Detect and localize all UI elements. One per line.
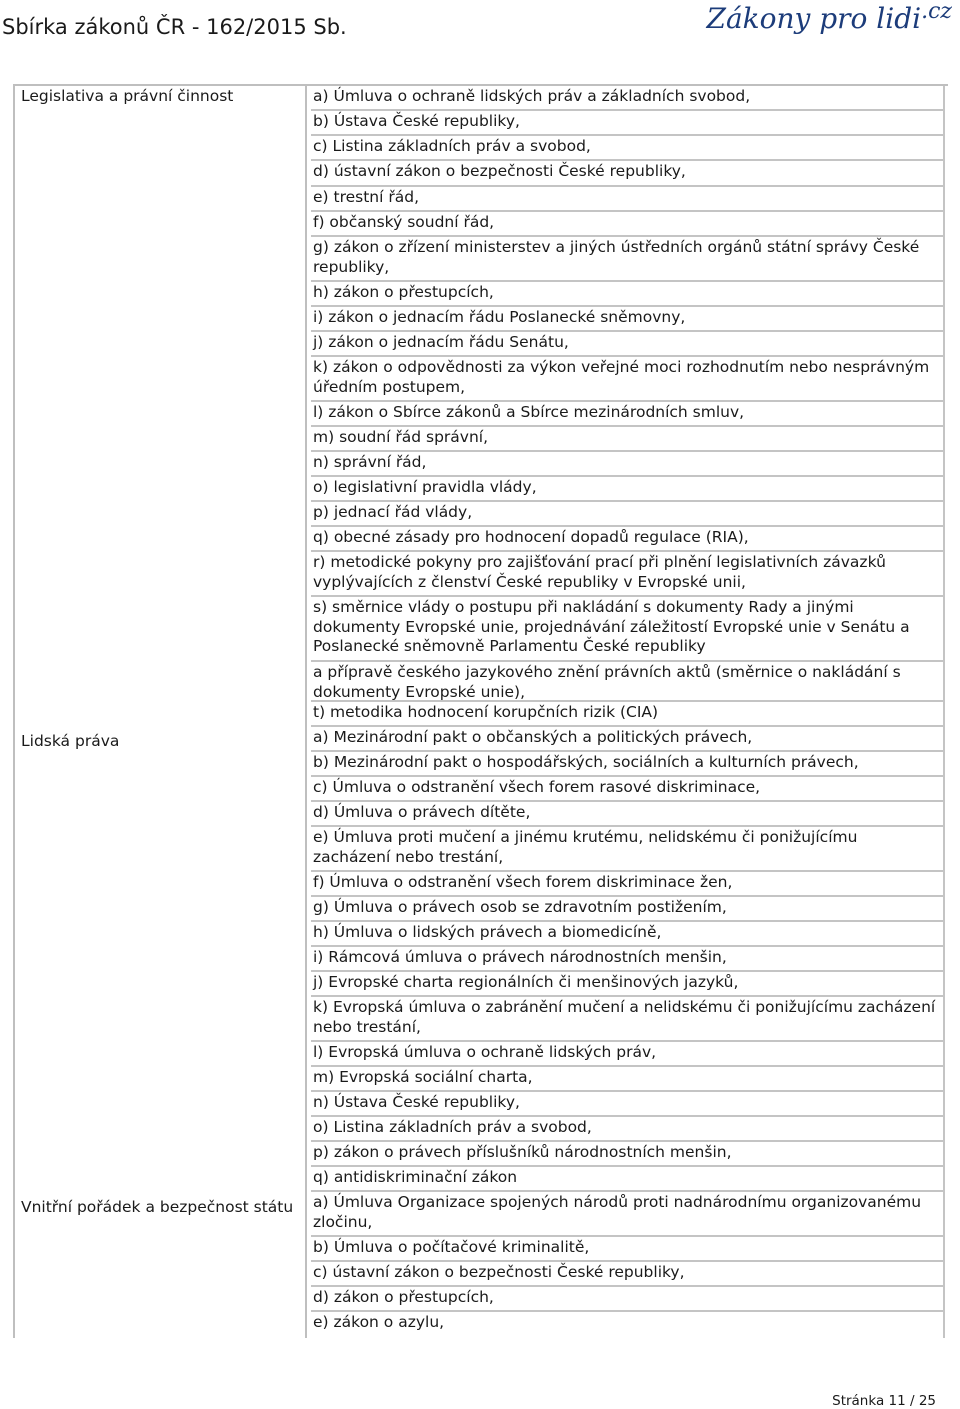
law-list-item: q) obecné zásady pro hodnocení dopadů regulace (RIA), <box>311 527 945 552</box>
law-list-item: e) Úmluva proti mučení a jinému krutému, nelidskému či ponižujícímu zacházení nebo trestání, <box>311 827 945 872</box>
law-list-item: m) soudní řád správní, <box>311 427 945 452</box>
section-label: Lidská práva <box>21 732 120 750</box>
law-list-item: i) Rámcová úmluva o právech národnostních menšin, <box>311 947 945 972</box>
law-list-item: e) trestní řád, <box>311 187 945 212</box>
page-number: Stránka 11 / 25 <box>832 1393 936 1409</box>
law-list-item: b) Mezinárodní pakt o hospodářských, sociálních a kulturních právech, <box>311 752 945 777</box>
law-list-item: a) Úmluva o ochraně lidských práv a základních svobod, <box>311 86 945 111</box>
law-list-item: p) jednací řád vlády, <box>311 502 945 527</box>
law-list-item: s) směrnice vlády o postupu při nakládání s dokumenty Rady a jinými dokumenty Evropské unie, projednávání záležitostí Evropské unie v Senátu a Poslanecké sněmovně Parlamentu České republiky <box>311 597 945 662</box>
law-list-item: p) zákon o právech příslušníků národnostních menšin, <box>311 1142 945 1167</box>
law-list-item: j) Evropské charta regionálních či menšinových jazyků, <box>311 972 945 997</box>
law-list-item: o) Listina základních práv a svobod, <box>311 1117 945 1142</box>
law-list-item: c) Úmluva o odstranění všech forem rasové diskriminace, <box>311 777 945 802</box>
law-list-item: t) metodika hodnocení korupčních rizik (CIA) <box>311 702 945 727</box>
law-list-item: r) metodické pokyny pro zajišťování prací při plnění legislativních závazků vyplývajících z členství České republiky v Evropské unii, <box>311 552 945 597</box>
law-list-item: h) Úmluva o lidských právech a biomedicíně, <box>311 922 945 947</box>
law-list-item: d) ústavní zákon o bezpečnosti České republiky, <box>311 161 945 187</box>
law-list-item: g) Úmluva o právech osob se zdravotním postižením, <box>311 897 945 922</box>
law-list-item: a) Úmluva Organizace spojených národů proti nadnárodnímu organizovanému zločinu, <box>311 1192 945 1237</box>
law-list-item: n) správní řád, <box>311 452 945 477</box>
law-list-item: k) zákon o odpovědnosti za výkon veřejné moci rozhodnutím nebo nesprávným úředním postupem, <box>311 357 945 402</box>
law-list-item: l) Evropská úmluva o ochraně lidských práv, <box>311 1042 945 1067</box>
law-list-item: c) ústavní zákon o bezpečnosti České republiky, <box>311 1262 945 1287</box>
logo-suffix: .cz <box>921 0 952 24</box>
law-list-item: o) legislativní pravidla vlády, <box>311 477 945 502</box>
law-table <box>13 84 948 1338</box>
law-list-item: k) Evropská úmluva o zabránění mučení a nelidskému či ponižujícímu zacházení nebo trestání, <box>311 997 945 1042</box>
law-list-item: f) Úmluva o odstranění všech forem diskriminace žen, <box>311 872 945 897</box>
law-list-item: c) Listina základních práv a svobod, <box>311 136 945 161</box>
law-list-item: j) zákon o jednacím řádu Senátu, <box>311 332 945 357</box>
law-list-item: m) Evropská sociální charta, <box>311 1067 945 1092</box>
logo-text: Zákony pro lidi <box>706 2 922 35</box>
column-divider <box>305 86 307 1338</box>
law-list-item: l) zákon o Sbírce zákonů a Sbírce mezinárodních smluv, <box>311 402 945 427</box>
section-label: Legislativa a právní činnost <box>21 87 234 105</box>
law-list-item: n) Ústava České republiky, <box>311 1092 945 1117</box>
section-label: Vnitřní pořádek a bezpečnost státu <box>21 1198 294 1216</box>
law-list-item: b) Ústava České republiky, <box>311 111 945 136</box>
document-title: Sbírka zákonů ČR - 162/2015 Sb. <box>2 15 347 39</box>
law-list-item: a) Mezinárodní pakt o občanských a politických právech, <box>311 727 945 752</box>
law-list-item: e) zákon o azylu, <box>311 1312 945 1338</box>
law-list-item: d) zákon o přestupcích, <box>311 1287 945 1312</box>
law-list-item: q) antidiskriminační zákon <box>311 1167 945 1192</box>
law-list-item: h) zákon o přestupcích, <box>311 282 945 307</box>
law-list-item: g) zákon o zřízení ministerstev a jiných ústředních orgánů státní správy České republiky, <box>311 237 945 282</box>
law-list-item: d) Úmluva o právech dítěte, <box>311 802 945 827</box>
law-list-item: b) Úmluva o počítačové kriminalitě, <box>311 1237 945 1262</box>
law-list-item: i) zákon o jednacím řádu Poslanecké sněmovny, <box>311 307 945 332</box>
law-list-item: f) občanský soudní řád, <box>311 212 945 237</box>
law-list-item: a přípravě českého jazykového znění právních aktů (směrnice o nakládání s dokumenty Evropské unie), <box>311 662 945 702</box>
page-header <box>0 0 960 52</box>
zakony-pro-lidi-logo[interactable] <box>707 2 953 35</box>
